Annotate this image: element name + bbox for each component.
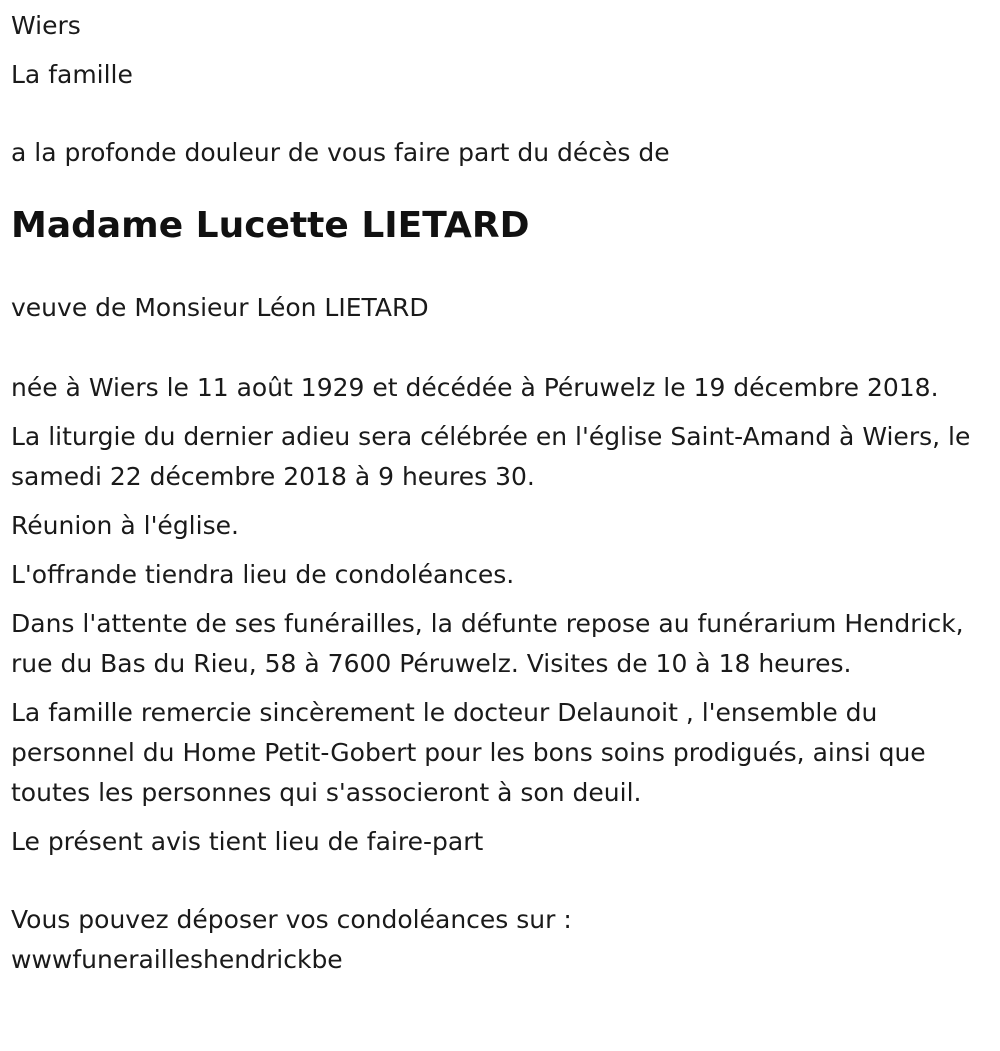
announcement-text: a la profonde douleur de vous faire part du décès de (11, 138, 670, 167)
location-text: Wiers (11, 11, 81, 40)
funerarium-text: Dans l'attente de ses funérailles, la défunte repose au funérarium Hendrick, rue du Bas du Rieu, 58 à 7600 Péruwelz. Visites de 10 à 18 heures. (11, 609, 964, 678)
birth-death-text: née à Wiers le 11 août 1929 et décédée à Péruwelz le 19 décembre 2018. (11, 373, 939, 402)
thanks-text: La famille remercie sincèrement le docteur Delaunoit , l'ensemble du personnel du Home Petit-Gobert pour les bons soins prodigués, ainsi que toutes les personnes qui s'associeront à son deuil. (11, 698, 926, 807)
meeting-text: Réunion à l'église. (11, 511, 239, 540)
deceased-name-heading: Madame Lucette LIETARD (11, 205, 530, 246)
website-link[interactable]: wwwfunerailleshendrickbe (11, 945, 343, 974)
liturgy-text: La liturgie du dernier adieu sera célébrée en l'église Saint-Amand à Wiers, le samedi 22 décembre 2018 à 9 heures 30. (11, 422, 971, 491)
obituary-notice (11, 0, 991, 980)
spouse-text: veuve de Monsieur Léon LIETARD (11, 293, 429, 322)
condolences-intro-text: Vous pouvez déposer vos condoléances sur : (11, 905, 572, 934)
closing-text: Le présent avis tient lieu de faire-part (11, 827, 484, 856)
family-intro-text: La famille (11, 60, 133, 89)
offering-text: L'offrande tiendra lieu de condoléances. (11, 560, 515, 589)
